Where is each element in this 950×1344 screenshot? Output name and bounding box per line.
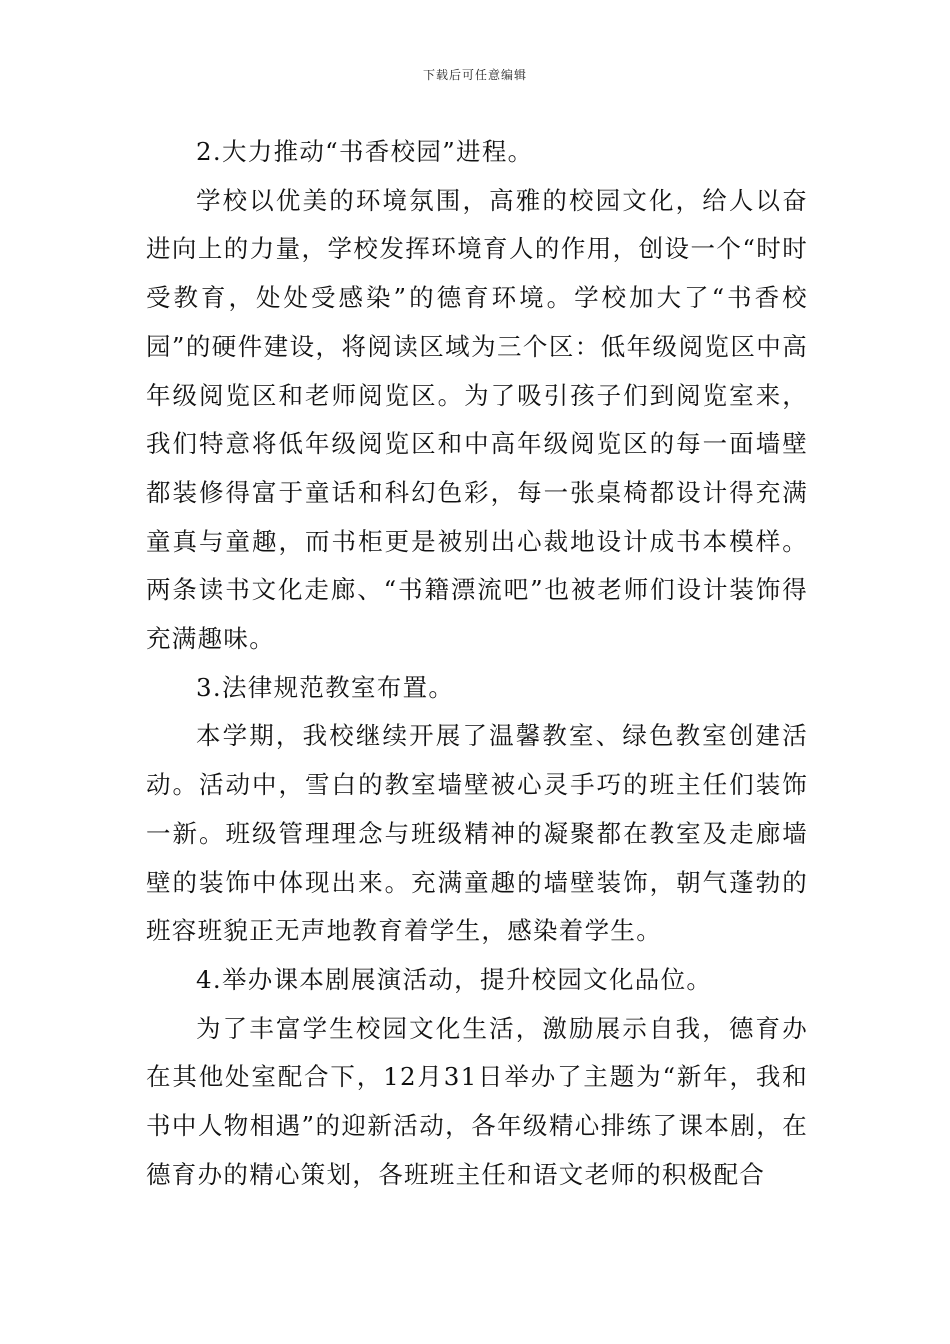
page-header-note: 下载后可任意编辑 (422, 68, 527, 82)
body-paragraph: 学校以优美的环境氛围，高雅的校园文化，给人以奋进向上的力量，学校发挥环境育人的作用，创设一个“时时受教育，处处受感染”的德育环境。学校加大了“书香校园”的硬件建设，将阅读区域为三个区：低年级阅览区中高年级阅览区和老师阅览区。为了吸引孩子们到阅览室来，我们特意将低年级阅览区和中高年级阅览区的每一面墙壁都装修得富于童话和科幻色彩，每一张桌椅都设计得充满童真与童趣，而书柜更是被别出心裁地设计成书本模样。两条读书文化走廊、“书籍漂流吧”也被老师们设计装饰得充满趣味。 (146, 185, 808, 654)
section-heading-4: 4.举办课本剧展演活动，提升校园文化品位。 (196, 964, 713, 994)
body-paragraph: 为了丰富学生校园文化生活，激励展示自我，德育办在其他处室配合下，12月31日举办了主题为“新年，我和书中人物相遇”的迎新活动，各年级精心排练了课本剧，在德育办的精心策划，各班班主任和语文老师的积极配合 (146, 1013, 808, 1189)
section-heading-3: 3.法律规范教室布置。 (196, 672, 455, 702)
document-body (146, 128, 808, 1199)
body-paragraph: 本学期，我校继续开展了温馨教室、绿色教室创建活动。活动中，雪白的教室墙壁被心灵手巧的班主任们装饰一新。班级管理理念与班级精神的凝聚都在教室及走廊墙壁的装饰中体现出来。充满童趣的墙壁装饰，朝气蓬勃的班容班貌正无声地教育着学生，感染着学生。 (146, 721, 808, 946)
section-heading-2: 2.大力推动“书香校园”进程。 (196, 137, 534, 166)
